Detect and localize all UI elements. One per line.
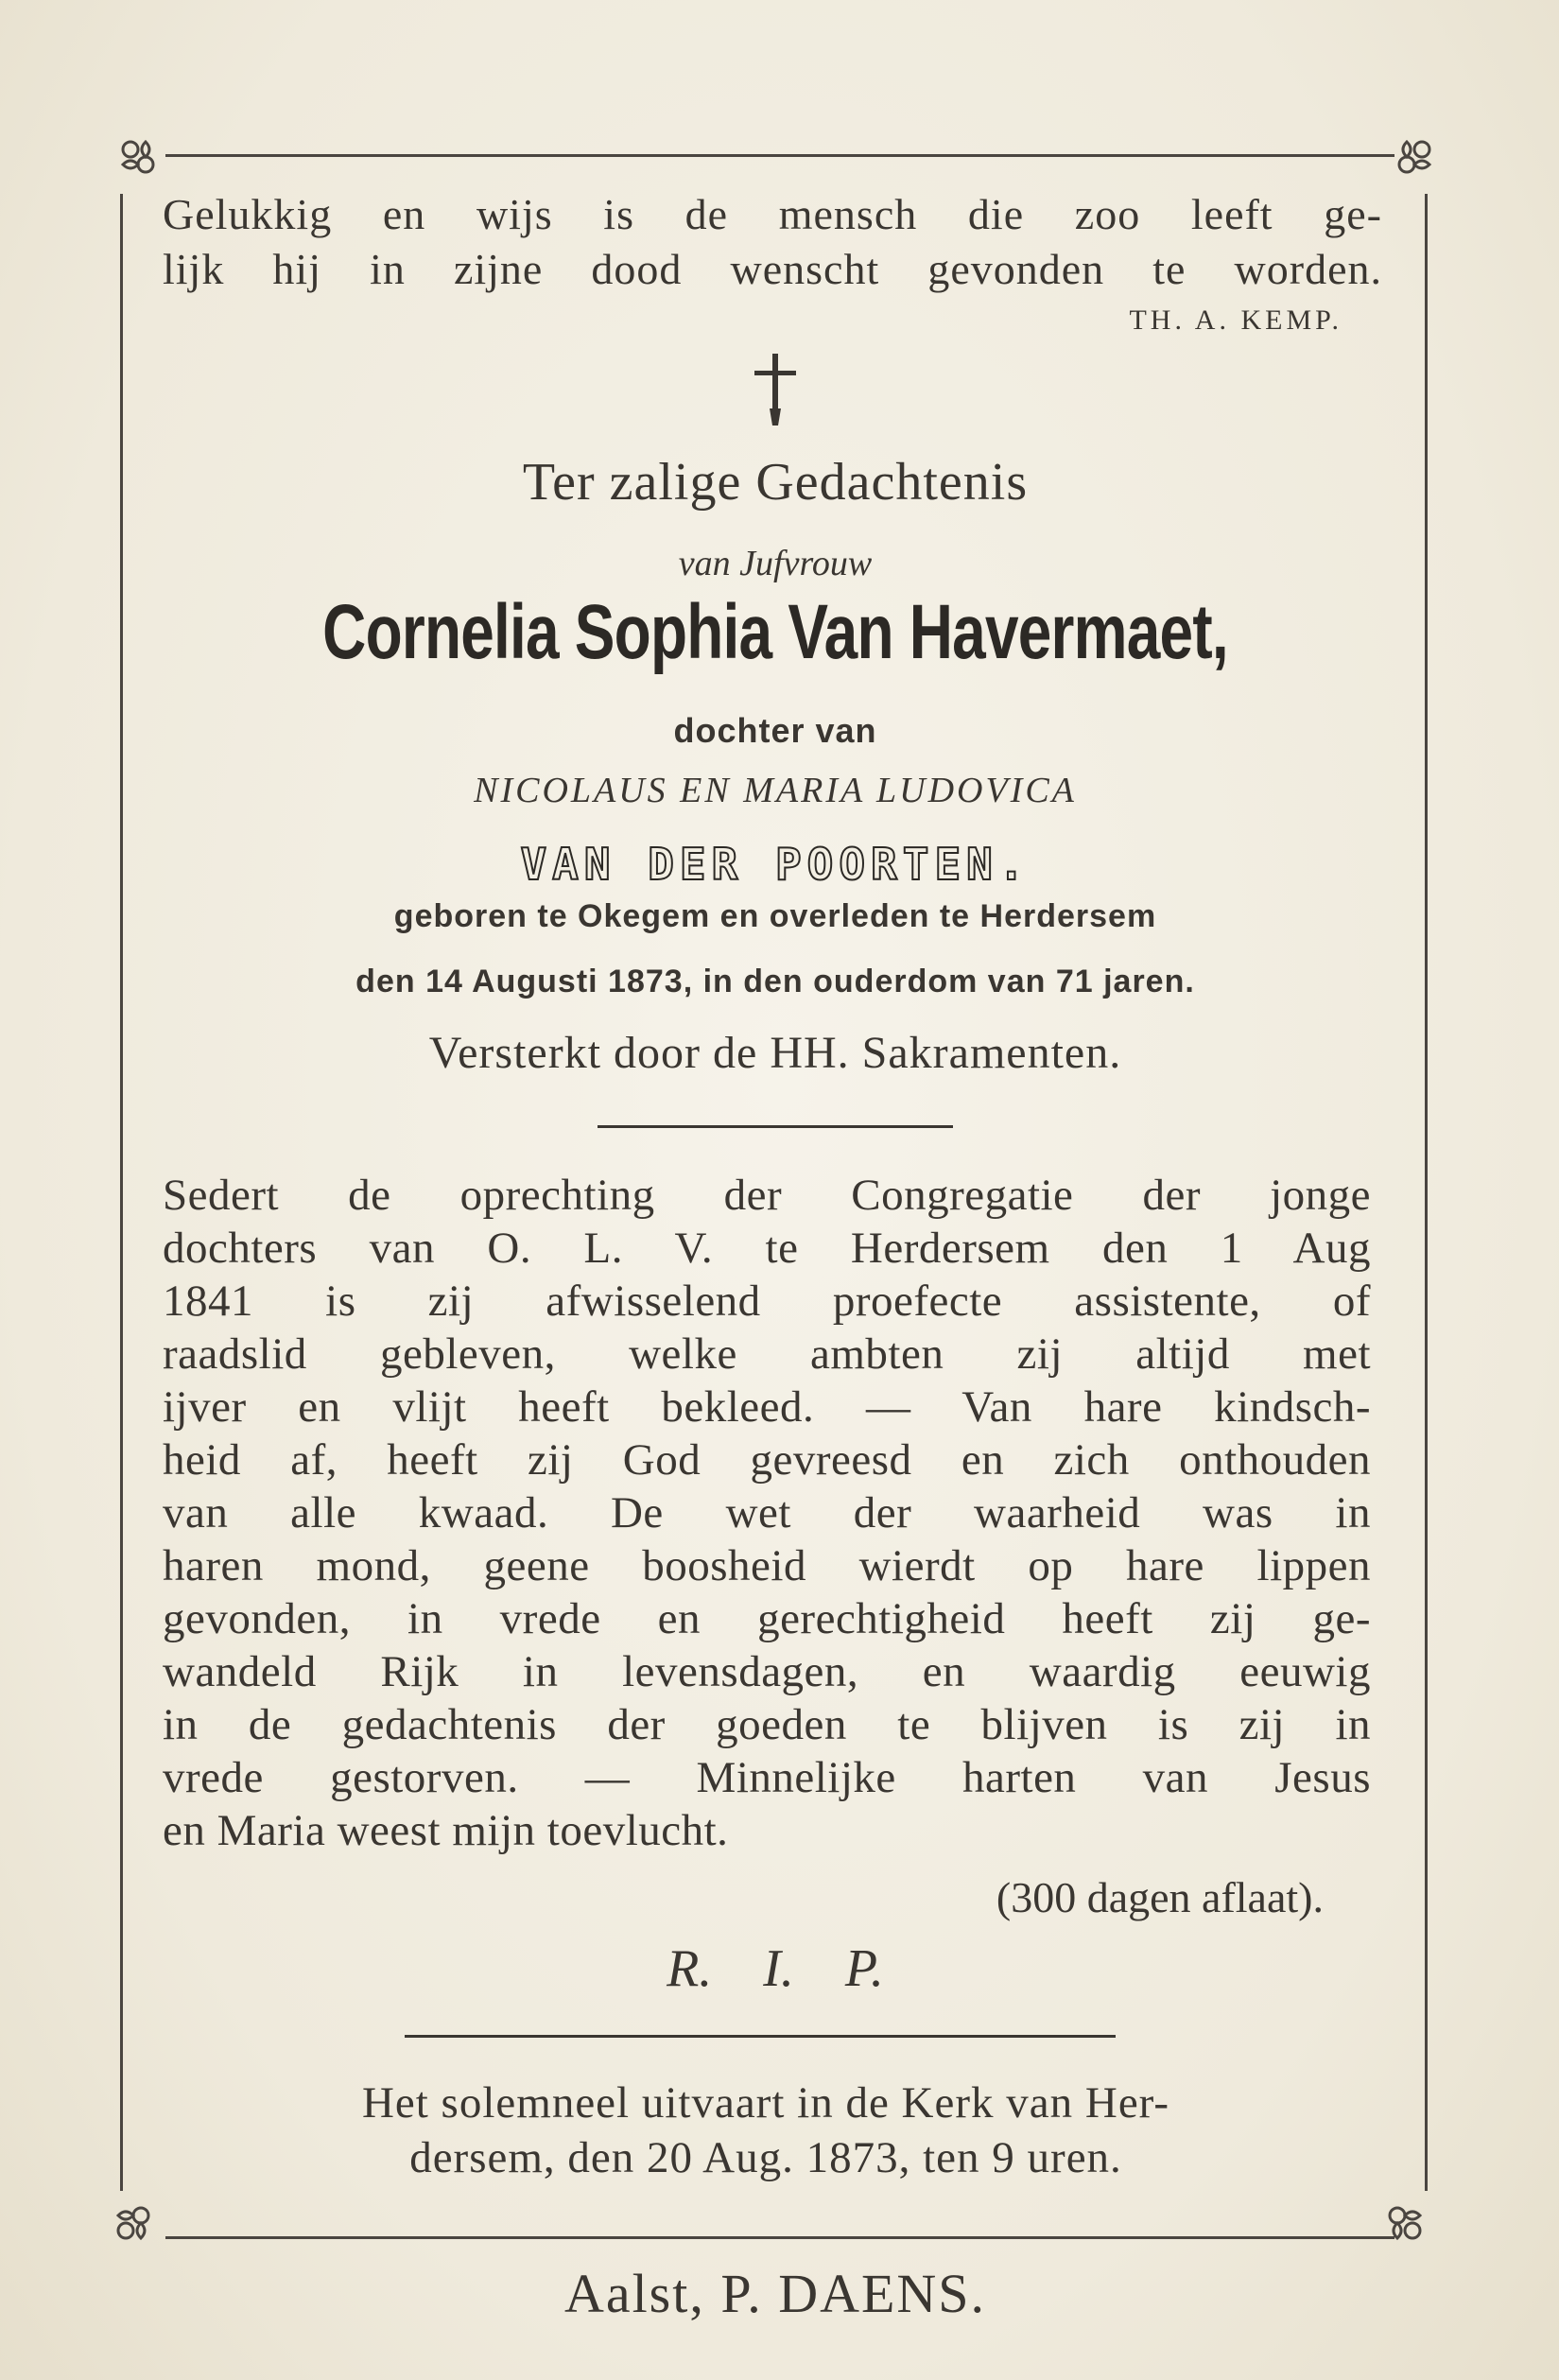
- funeral-line: Het solemneel uitvaart in de Kerk van Her-: [361, 2078, 1170, 2128]
- biography-line: van alle kwaad. De wet der waarheid was in: [163, 1488, 1371, 1537]
- corner-fleuron-icon: [109, 2197, 160, 2248]
- birth-death-place: geboren te Okegem en overleden te Herdersem: [393, 898, 1157, 934]
- biography-line: in de gedachtenis der goeden te blijven is zij in: [163, 1700, 1371, 1749]
- border-right: [1425, 194, 1428, 2191]
- subheading: van Jufvrouw: [678, 544, 873, 583]
- funeral-notice: [208, 2076, 1324, 2185]
- biography-line: gevonden, in vrede en gerechtigheid heeft zij ge-: [163, 1594, 1371, 1643]
- quote-author: TH. A. KEMP.: [1129, 304, 1342, 336]
- border-top: [165, 154, 1394, 157]
- biography-line: 1841 is zij afwisselend proefecte assistente, of: [163, 1277, 1371, 1326]
- biography-text: [163, 1169, 1371, 1857]
- biography-line: vrede gestorven. — Minnelijke harten van Jesus: [163, 1753, 1371, 1802]
- corner-fleuron-icon: [113, 132, 165, 183]
- biography-line: wandeld Rijk in levensdagen, en waardig eeuwig: [163, 1647, 1371, 1696]
- biography-line: haren mond, geene boosheid wierdt op hare lippen: [163, 1541, 1371, 1590]
- daughter-of: dochter van: [673, 711, 877, 750]
- quote-line: Gelukkig en wijs is de mensch die zoo leeft ge-: [163, 190, 1382, 238]
- biography-line: en Maria weest mijn toevlucht.: [163, 1806, 729, 1855]
- corner-fleuron-icon: [1388, 132, 1439, 183]
- opening-quote: [163, 187, 1382, 297]
- corner-fleuron-icon: [1378, 2197, 1429, 2248]
- parents-names: NICOLAUS EN MARIA LUDOVICA: [474, 771, 1077, 810]
- indulgence-note: (300 dagen aflaat).: [996, 1873, 1324, 1921]
- deceased-name: Cornelia Sophia Van Havermaet,: [322, 589, 1228, 675]
- border-bottom: [165, 2236, 1394, 2239]
- death-date: den 14 Augusti 1873, in den ouderdom van 71 jaren.: [355, 964, 1195, 999]
- quote-line: lijk hij in zijne dood wenscht gevonden te worden.: [163, 245, 1382, 293]
- cross-icon: [747, 352, 804, 427]
- heading: Ter zalige Gedachtenis: [522, 453, 1029, 512]
- divider: [405, 2035, 1116, 2038]
- border-left: [120, 194, 123, 2191]
- biography-line: Sedert de oprechting der Congregatie der jonge: [163, 1171, 1371, 1220]
- biography-line: raadslid gebleven, welke ambten zij altijd met: [163, 1329, 1371, 1379]
- biography-line: heid af, heeft zij God gevreesd en zich onthouden: [163, 1435, 1371, 1485]
- rip: R. I. P.: [667, 1939, 884, 1998]
- divider: [598, 1125, 953, 1128]
- sacraments-line: Versterkt door de HH. Sakramenten.: [428, 1028, 1122, 1078]
- biography-line: ijver en vlijt heeft bekleed. — Van hare kindsch-: [163, 1382, 1371, 1432]
- biography-line: dochters van O. L. V. te Herdersem den 1 Aug: [163, 1224, 1371, 1273]
- parents-surname: VAN DER POORTEN.: [520, 839, 1031, 890]
- funeral-line: dersem, den 20 Aug. 1873, ten 9 uren.: [409, 2133, 1122, 2182]
- printer-imprint: Aalst, P. DAENS.: [563, 2263, 987, 2324]
